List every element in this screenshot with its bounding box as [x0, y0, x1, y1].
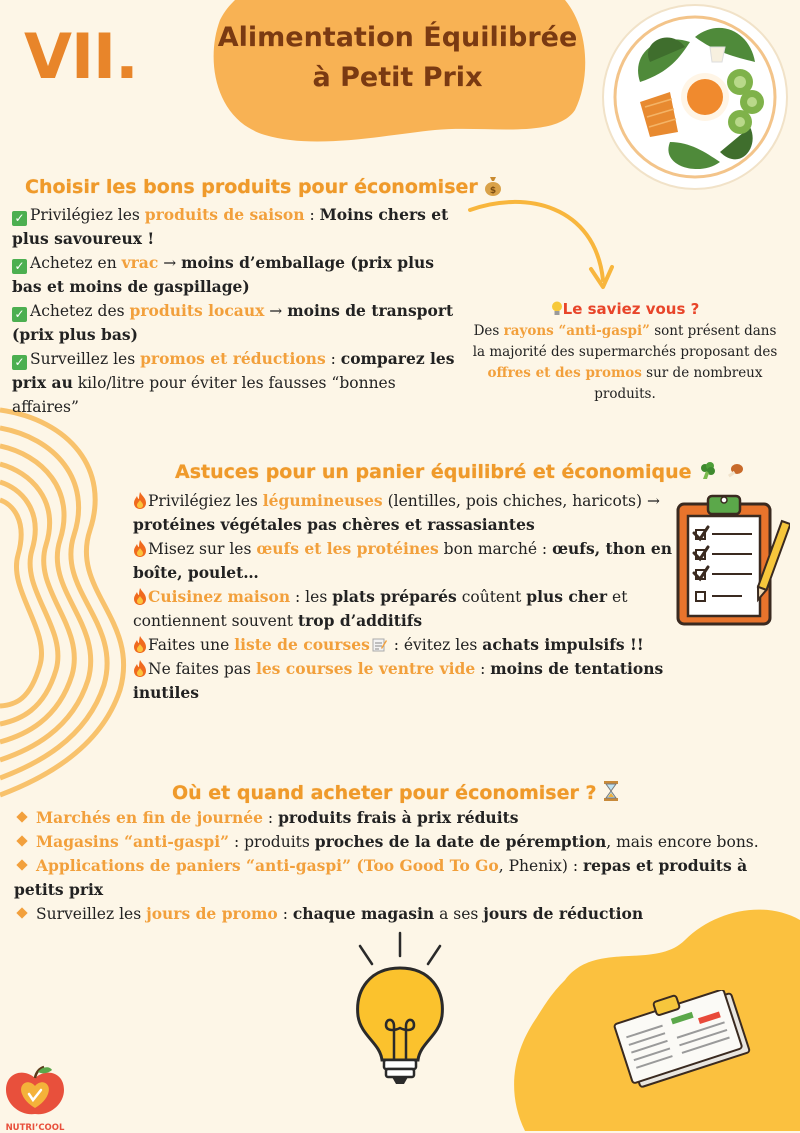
diamond-bullet-icon: [16, 859, 27, 870]
diamond-bullet-icon: [16, 811, 27, 822]
curved-arrow-decoration: [465, 195, 615, 300]
money-bag-icon: [484, 176, 502, 196]
fire-icon: [133, 636, 147, 653]
list-item: Faites une liste de courses : évitez les achats impulsifs !!: [133, 633, 678, 657]
receipt-illustration: [608, 990, 758, 1090]
check-icon: ✓: [12, 355, 27, 370]
list-item: ✓ Achetez en vrac → moins d’emballage (prix plus bas et moins de gaspillage): [12, 253, 435, 296]
list-item: Cuisinez maison : les plats préparés coûtent plus cher et contiennent souvent trop d’additifs: [133, 587, 628, 630]
clipboard-checklist-illustration: [672, 490, 790, 630]
memo-icon: [372, 635, 387, 650]
section3-list: [14, 806, 784, 926]
fire-icon: [133, 540, 147, 557]
list-item: ✓ Surveillez les promos et réductions : comparez les prix au kilo/litre pour éviter les fausses “bonnes affaires”: [12, 349, 455, 416]
section2-heading: [175, 461, 745, 483]
list-item: Surveillez les jours de promo : chaque magasin a ses jours de réduction: [14, 902, 784, 926]
page-title-line1: Alimentation Équilibrée: [217, 22, 578, 53]
list-item: Privilégiez les légumineuses (lentilles, pois chiches, haricots) → protéines végétales pas chères et rassasiantes: [133, 491, 660, 534]
lightbulb-illustration: [340, 928, 460, 1088]
fire-icon: [133, 492, 147, 509]
list-item: Marchés en fin de journée : produits frais à prix réduits: [14, 806, 784, 830]
list-item: ✓ Privilégiez les produits de saison : Moins chers et plus savoureux !: [12, 205, 449, 248]
svg-text:$: $: [490, 186, 497, 196]
fire-icon: [133, 660, 147, 677]
check-icon: ✓: [12, 307, 27, 322]
diamond-bullet-icon: [16, 835, 27, 846]
drumstick-icon: [725, 461, 745, 481]
tip-text: Des rayons “anti-gaspi” sont présent dans la majorité des supermarchés proposant des offres et des promos sur de nombreux produits.: [472, 323, 778, 402]
list-item: Magasins “anti-gaspi” : produits proches de la date de péremption, mais encore bons.: [14, 830, 784, 854]
page-title: [205, 18, 590, 98]
logo-text: NUTRI’COOL: [5, 1123, 65, 1133]
section2-list: [133, 489, 678, 705]
check-icon: ✓: [12, 211, 27, 226]
broccoli-icon: [698, 461, 718, 481]
list-item: Misez sur les œufs et les protéines bon marché : œufs, thon en boîte, poulet…: [133, 539, 673, 582]
apple-logo-icon: [2, 1064, 68, 1118]
section1-heading-text: Choisir les bons produits pour économiser: [25, 176, 478, 198]
section-numeral: VII.: [24, 20, 138, 93]
page-title-line2: à Petit Prix: [312, 62, 483, 93]
hourglass-icon: [603, 780, 619, 802]
section3-heading-text: Où et quand acheter pour économiser ?: [172, 782, 597, 804]
diamond-bullet-icon: [16, 907, 27, 918]
section2-heading-text: Astuces pour un panier équilibré et économique: [175, 461, 692, 483]
check-icon: ✓: [12, 259, 27, 274]
salad-plate-illustration: [600, 2, 790, 192]
tip-box: [470, 300, 780, 405]
list-item: Ne faites pas les courses le ventre vide : moins de tentations inutiles: [133, 659, 664, 702]
list-item: Applications de paniers “anti-gaspi” (Too Good To Go, Phenix) : repas et produits à petits prix: [14, 856, 748, 899]
lightbulb-icon: [551, 301, 563, 316]
section1-heading: [25, 176, 502, 198]
section1-list: [12, 203, 457, 419]
section3-heading: [172, 780, 619, 804]
nutricool-logo: [2, 1064, 68, 1133]
fire-icon: [133, 588, 147, 605]
tip-heading: Le saviez vous ?: [470, 300, 780, 318]
list-item: ✓ Achetez des produits locaux → moins de transport (prix plus bas): [12, 301, 454, 344]
